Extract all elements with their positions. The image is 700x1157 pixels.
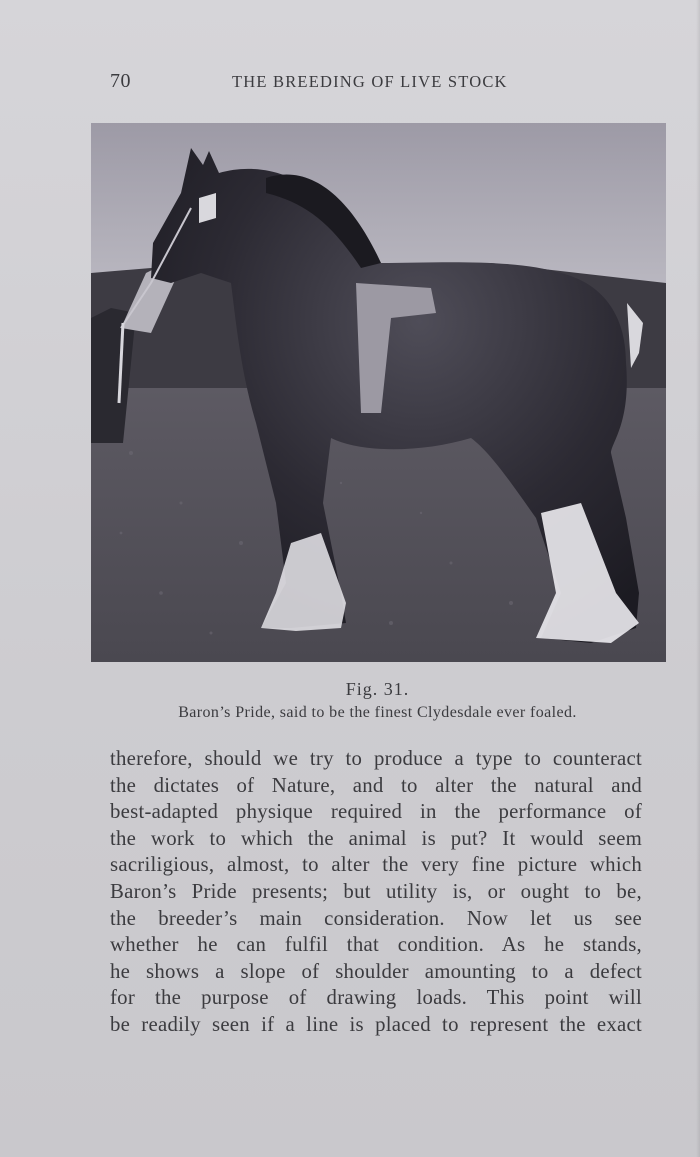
text-line: the work to which the animal is put? It would seem [110,826,642,850]
running-title: THE BREEDING OF LIVE STOCK [232,72,508,91]
text-line: therefore, should we try to produce a type to counteract [110,747,642,770]
text-line: sacriligious, almost, to alter the very fine picture which [110,853,642,877]
figure-caption: Baron’s Pride, said to be the finest Clydesdale ever foaled. [178,704,577,721]
text-line: Baron’s Pride presents; but utility is, or ought to be, [110,879,642,903]
text-line: be readily seen if a line is placed to represent the exact [110,1012,642,1036]
clydesdale-horse-illustration [91,123,666,662]
running-head [110,70,530,94]
text-line: for the purpose of drawing loads. This point will [110,986,642,1010]
text-line: the dictates of Nature, and to alter the natural and [110,773,642,797]
text-line: whether he can fulfil that condition. As he stands, [110,933,642,957]
text-line: the breeder’s main consideration. Now let us see [110,906,642,930]
text-line: best-adapted physique required in the performance of [110,800,642,824]
body-paragraph [110,746,642,1039]
horse-photograph [91,123,666,662]
page-number: 70 [110,70,131,92]
figure-number: Fig. 31. [345,679,410,699]
text-line: he shows a slope of shoulder amounting to a defect [110,959,642,983]
